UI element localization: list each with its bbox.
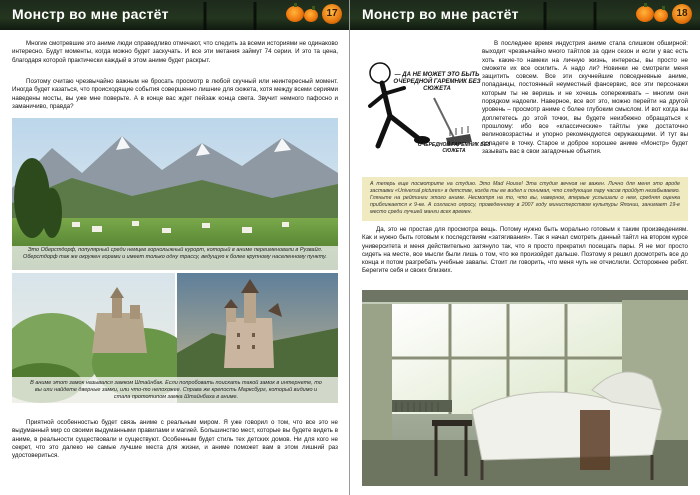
oberstdorf-photo bbox=[12, 118, 338, 270]
pumpkin-icon bbox=[286, 6, 304, 22]
right-paragraph-1: В последнее время индустрия аниме стала слишком обширной: выходит чрезвычайно много тайтлов за один сезон и если у вас есть хоть какие-то намеки на личную жизнь, интересы, вы просто не сможете их все осилить. А надо ли? Новинки не смотрели меня защитить совсем. Все эти скучнейшие повседневные аниме, попаданцы, постоянный неуместный фансервис, все эти персонажи которым ты не веришь и не хочешь сопереживать – многим они порядком надоели. Наверное, все вот это, можно перейти на другой уровень – просмотр аниме с более глубоким смыслом. И вот когда вы доплететесь до этой точки, вы будете неизбежно обращаться к прошлому: ибо все «классические» тайтлы уже достаточно велиновозрастны и упорно рекомендуются окружающими. И тут вы попадете в точку. Старое и доброе хорошее аниме «Монстр» будет зазывать вас в свои загадочные объятия. bbox=[482, 40, 688, 155]
page-number: 17 bbox=[322, 4, 342, 24]
intro-paragraph-2: Поэтому считаю чрезвычайно важным не бросать просмотр в любой скучный или неинтересный момент. Иногда будет казаться, что происходящие события совершенно лишние для сюжета, хотя между всеми сериями наведены мосты, вы уже мне поверьте. А в конце вас ждет пейзаж конца света. Звучит немного пафосно и заманичиво, правда? bbox=[12, 78, 338, 110]
stick-figure-illustration bbox=[358, 38, 498, 163]
castle-caption: В аниме этот замок назывался замком Штайнбак. Если попробовать поискать такой замок в интернете, то вы или найдете дверные замки, или что-то непохожее. Справа же крепость Марксбург, который видимо и стала прототипом замка Штайнбаха в аниме. bbox=[30, 380, 322, 400]
pumpkin-icon bbox=[654, 9, 668, 22]
page-title: Монстр во мне растёт bbox=[362, 6, 519, 22]
closing-paragraph: Приятной особенностью будет связь аниме с реальным миром. Я уже говорил о том, что все это не выдуманный мир со своими выдуманными правилами и магией. Большинство мест, которые вы будете видеть в аниме, в реальности существовали и существуют. Особенным будет стиль тех детских домов. Ни для кого не секрет, что это далеко не самые лучшие места для жизни, и аниме поможет вам в этом лишний раз удостовериться. bbox=[12, 419, 338, 460]
tree-silhouette-icon bbox=[530, 2, 560, 30]
rake-label-text: ОЧЕРЕДНОЙ ГАРЕМНИК БЕЗ СЮЖЕТА bbox=[417, 142, 491, 154]
right-page bbox=[350, 0, 700, 495]
right-paragraph-2: Да, это не простая для просмотра вещь. Потому нужно быть морально готовым к таким произведениям. Как и нужно быть готовым к последствиям «затягивания». Так я начал смотреть данный тайтл на втором курсе университета и меня действительно затянуло так, что я просто прекратил посещать пары. Я не мог просто сидеть на месте, все мысли были лишь о том, что же произойдет дальше. Поэтому я решил досмотреть все до конца и потом разгребать учебные завалы. Стоит ли говорить, что меня чуть не отчислили. Осторожнее ребят. Берегите себя и своих близких. bbox=[362, 226, 688, 275]
pumpkin-icon bbox=[304, 9, 318, 22]
page-number: 18 bbox=[672, 4, 692, 24]
tree-silhouette-icon bbox=[190, 2, 220, 30]
hospital-room-image bbox=[362, 290, 688, 486]
right-page-header bbox=[350, 0, 700, 30]
studio-info-box: А теперь еще посмотрите на студию. Это Mad House! Эта студия вечнов не важен. Лично для меня это вроде заставки «Universal pictures» в детстве, когда ты ее видел и понимал, что следующие пару часов пройдут незабываемо. Гляньте на рейтинги этого аниме. Несмотря на то, что вы, наверное, впервые услышали о нем, средняя оценка приближается к 9-ке. А согласно опросу, проведенному в 2007 году министерством культуры Японии, занимает 19-е место среди лучшей манги всех времен. bbox=[362, 177, 688, 221]
page-title: Монстр во мне растёт bbox=[12, 6, 169, 22]
castle-photos bbox=[12, 273, 338, 403]
intro-paragraph-1: Многие смотревшие это аниме люди справедливо отмечают, что следить за всеми историями не одинаково интересно. Будут моменты, когда можно будет заскучать. И все эти метания займут 74 серии. И это та цена, благодаря которой практически каждый в этом аниме будет раскрыт. bbox=[12, 40, 338, 64]
hospital-bed-illustration bbox=[362, 290, 688, 486]
left-page-header bbox=[0, 0, 349, 30]
tree-silhouette-icon bbox=[240, 2, 270, 30]
pumpkin-icon bbox=[636, 6, 654, 22]
tree-silhouette-icon bbox=[580, 2, 610, 30]
illustration-speech-text: — ДА НЕ МОЖЕТ ЭТО БЫТЬ ОЧЕРЕДНОЙ ГАРЕМНИК БЕЗ СЮЖЕТА bbox=[393, 72, 481, 92]
oberstdorf-caption: Это Оберстдорф, популярный среди немцев горнолыжный курорт, который в аниме переименовали в Рузвайл. Оберстдорф так же окружен горами и имеет только одну трассу, ведущую к более крупному населенному пункту. bbox=[23, 247, 327, 260]
